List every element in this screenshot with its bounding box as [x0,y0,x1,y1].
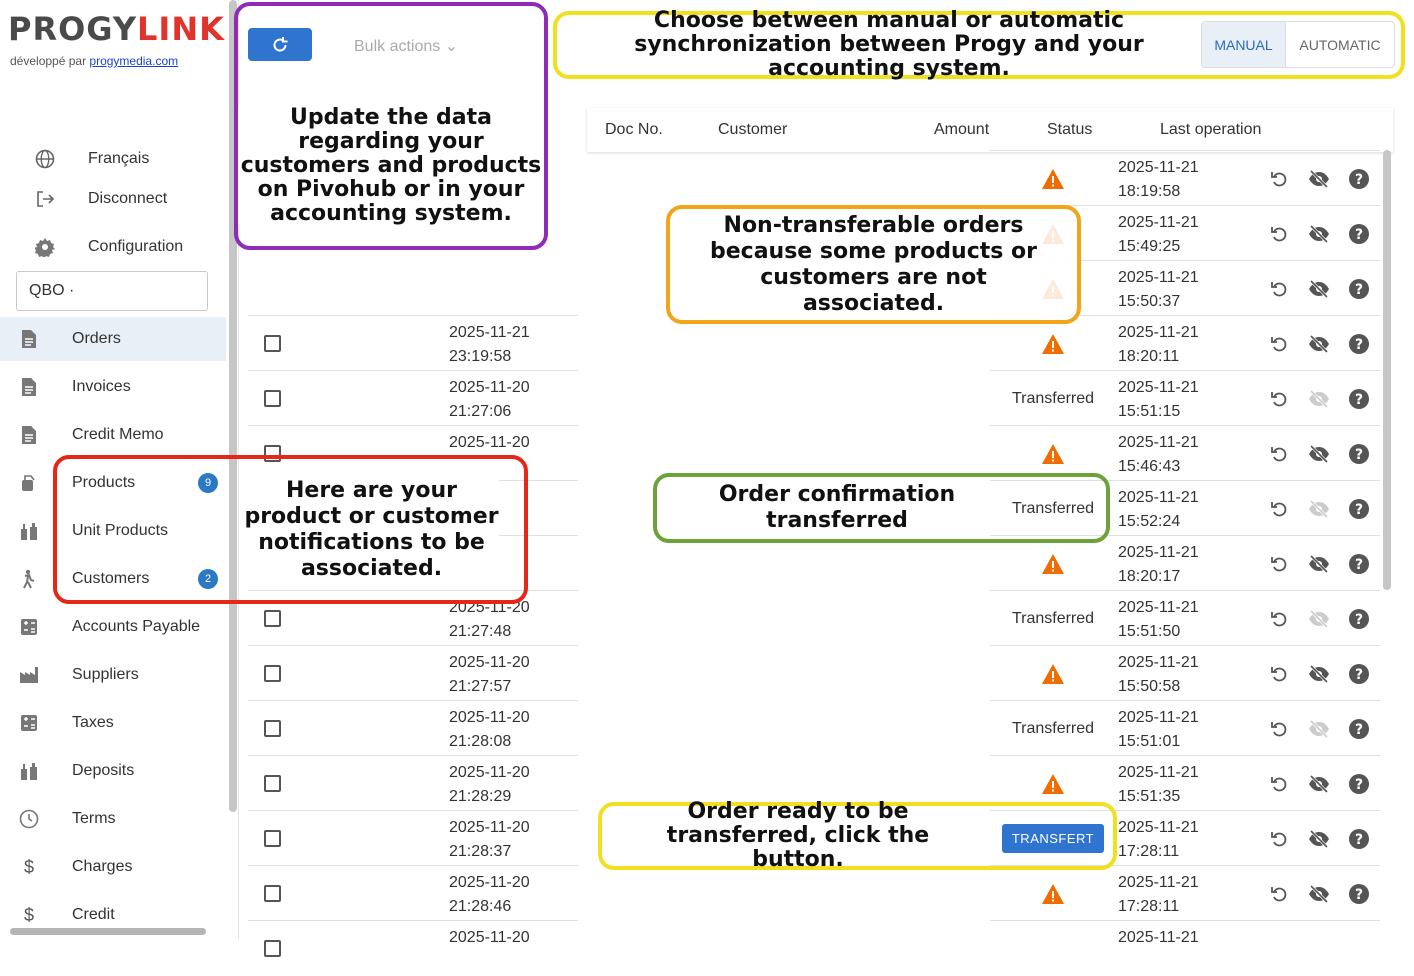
last-operation: 2025-11-21 17:28:11 [1118,874,1199,915]
status-cell [990,316,1116,371]
last-operation: 2025-11-21 15:50:58 [1118,654,1199,695]
table-row-left [248,920,578,975]
sidebar-item-customers[interactable]: Customers 2 [0,557,226,601]
status-text: Transferred [1011,719,1095,737]
row-actions [1268,388,1370,410]
header-doc-no[interactable]: Doc No. [605,121,663,138]
hide-icon[interactable] [1308,443,1330,465]
gear-icon [34,236,56,258]
sidebar-item-credit[interactable]: $ Credit [0,893,226,937]
svg-text:?: ? [1354,172,1364,188]
callout-ready: Order ready to be transferred, click the button. [598,802,1117,870]
last-operation: 2025-11-21 15:51:15 [1118,379,1199,420]
undo-icon[interactable] [1268,883,1290,905]
undo-icon[interactable] [1268,718,1290,740]
transfer-button[interactable]: TRANSFERT [1002,824,1104,853]
dollar-icon: $ [23,856,34,877]
svg-text:?: ? [1354,722,1364,738]
logo: PROGYLINK [8,10,225,48]
callout-notifications: Here are your product or customer notifications to be associated. [53,455,528,604]
svg-text:?: ? [1354,392,1364,408]
hide-icon[interactable] [1308,223,1330,245]
help-icon[interactable] [1348,883,1370,905]
globe-icon [34,148,56,170]
help-icon[interactable] [1348,443,1370,465]
disconnect-item[interactable]: Disconnect [0,177,226,221]
table-row-left [248,865,578,920]
svg-text:?: ? [1354,612,1364,628]
help-icon[interactable] [1348,223,1370,245]
row-actions [1268,168,1370,190]
callout-non-transferable: Non-transferable orders because some products or customers are not associated. [666,205,1081,324]
hide-icon[interactable] [1308,883,1330,905]
factory-icon [18,664,40,686]
company-select[interactable]: QBO · [16,271,208,311]
undo-icon[interactable] [1268,223,1290,245]
last-operation: 2025-11-21 [1118,929,1199,946]
table-row-left [248,700,578,755]
help-icon[interactable] [1348,333,1370,355]
row-checkbox[interactable] [264,390,281,407]
last-operation: 2025-11-21 15:52:24 [1118,489,1199,530]
products-icon [18,472,40,494]
sidebar-item-terms[interactable]: Terms [0,797,226,841]
sidebar-item-products[interactable]: Products 9 [0,461,226,505]
last-operation: 2025-11-21 15:51:35 [1118,764,1199,805]
automatic-mode-button[interactable]: AUTOMATIC [1299,36,1381,53]
row-actions [1268,553,1370,575]
svg-text:?: ? [1354,337,1364,353]
undo-icon[interactable] [1268,553,1290,575]
row-checkbox[interactable] [264,335,281,352]
table-row-left [248,810,578,865]
sidebar-item-orders[interactable]: Orders [0,317,226,361]
order-date: 2025-11-20 21:28:46 [449,874,530,915]
callout-sync-mode: Choose between manual or automatic synchronization between Progy and your accounting system. [553,11,1405,79]
order-date: 2025-11-20 21:27:57 [449,654,530,695]
row-checkbox[interactable] [264,940,281,957]
help-icon[interactable] [1348,608,1370,630]
row-actions [1268,828,1370,850]
hide-icon[interactable] [1308,828,1330,850]
left-table-rows [248,315,578,975]
table-row [990,645,1380,700]
table-row [990,425,1380,480]
last-operation: 2025-11-21 15:50:37 [1118,269,1199,310]
help-icon[interactable] [1348,388,1370,410]
hide-icon[interactable] [1308,773,1330,795]
warning-icon [1041,773,1065,795]
order-date: 2025-11-20 21:27:48 [449,599,530,640]
table-row-left [248,315,578,370]
chevron-down-icon: ⌄ [444,38,459,55]
developer-credit: développé par progymedia.com [10,54,179,68]
last-operation: 2025-11-21 18:19:58 [1118,159,1199,200]
row-checkbox[interactable] [264,665,281,682]
row-checkbox[interactable] [264,775,281,792]
calculator-icon [18,616,40,638]
last-operation: 2025-11-21 15:51:50 [1118,599,1199,640]
svg-text:?: ? [1354,887,1364,903]
table-scrollbar[interactable] [1383,150,1391,590]
sidebar-item-accounts-payable[interactable]: Accounts Payable [0,605,226,649]
language-item[interactable]: Français [0,137,226,181]
undo-icon[interactable] [1268,608,1290,630]
svg-text:?: ? [1354,502,1364,518]
undo-icon[interactable] [1268,333,1290,355]
clock-icon [18,808,40,830]
hide-icon[interactable] [1308,663,1330,685]
help-icon[interactable] [1348,773,1370,795]
logout-icon [34,188,56,210]
order-date: 2025-11-20 21:27:06 [449,379,530,420]
table-row-left [248,645,578,700]
status-text: Transferred [1011,609,1095,627]
order-date: 2025-11-21 23:19:58 [449,324,530,365]
last-operation: 2025-11-21 15:46:43 [1118,434,1199,475]
table-row [990,920,1380,975]
warning-icon [1041,443,1065,465]
configuration-item[interactable]: Configuration [0,225,226,269]
header-customer[interactable]: Customer [718,121,788,138]
table-row [990,700,1380,755]
document-icon [18,424,40,446]
status-cell [990,646,1116,701]
status-text: Transferred [1011,389,1095,407]
svg-text:?: ? [1354,557,1364,573]
order-date: 2025-11-20 [449,434,530,451]
last-operation: 2025-11-21 18:20:11 [1118,324,1199,365]
callout-confirmation: Order confirmation transferred [653,473,1110,543]
table-row [990,865,1380,920]
svg-text:?: ? [1354,667,1364,683]
order-date: 2025-11-20 21:28:37 [449,819,530,860]
warning-icon [1041,553,1065,575]
hide-icon[interactable] [1308,498,1330,520]
svg-text:?: ? [1354,832,1364,848]
row-actions [1268,883,1370,905]
status-cell [990,701,1116,756]
table-header [587,108,1393,152]
hide-icon[interactable] [1308,333,1330,355]
svg-text:?: ? [1354,282,1364,298]
hide-icon[interactable] [1308,718,1330,740]
help-icon[interactable] [1348,828,1370,850]
table-row-left [248,370,578,425]
help-icon[interactable] [1348,168,1370,190]
header-last-operation[interactable]: Last operation [1160,121,1262,138]
order-date: 2025-11-20 [449,929,530,946]
status-cell [990,371,1116,426]
sidebar-item-suppliers[interactable]: Suppliers [0,653,226,697]
customers-badge: 2 [198,569,218,589]
last-operation: 2025-11-21 15:49:25 [1118,214,1199,255]
hide-icon[interactable] [1308,278,1330,300]
warning-icon [1041,663,1065,685]
document-icon [18,328,40,350]
row-checkbox[interactable] [264,610,281,627]
undo-icon[interactable] [1268,498,1290,520]
bulk-actions-dropdown[interactable]: Bulk actions ⌄ [354,38,459,55]
sidebar-item-charges[interactable]: $ Charges [0,845,226,889]
row-actions [1268,223,1370,245]
row-actions [1268,498,1370,520]
hide-icon[interactable] [1308,388,1330,410]
undo-icon[interactable] [1268,773,1290,795]
products-badge: 9 [198,473,218,493]
developer-link[interactable]: progymedia.com [89,54,179,68]
help-icon[interactable] [1348,498,1370,520]
header-amount[interactable]: Amount [934,121,990,138]
sidebar-item-credit-memo[interactable]: Credit Memo [0,413,226,457]
hide-icon[interactable] [1308,608,1330,630]
row-actions [1268,663,1370,685]
row-actions [1268,608,1370,630]
status-text: Transferred [1011,499,1095,517]
dollar-icon: $ [23,904,34,925]
status-cell [990,591,1116,646]
bottles-icon [18,520,40,542]
table-row [990,370,1380,425]
status-cell [990,151,1116,206]
document-icon [18,376,40,398]
calculator-icon [18,712,40,734]
manual-mode-button[interactable]: MANUAL [1202,22,1286,67]
status-cell [990,921,1116,976]
svg-text:?: ? [1354,777,1364,793]
last-operation: 2025-11-21 17:28:11 [1118,819,1199,860]
undo-icon[interactable] [1268,388,1290,410]
order-date: 2025-11-20 21:28:08 [449,709,530,750]
sidebar-item-taxes[interactable]: Taxes [0,701,226,745]
help-icon[interactable] [1348,718,1370,740]
svg-text:?: ? [1354,227,1364,243]
row-actions [1268,443,1370,465]
undo-icon[interactable] [1268,443,1290,465]
table-row [990,150,1380,205]
bottles-icon [18,760,40,782]
status-cell [990,536,1116,591]
warning-icon [1041,168,1065,190]
hide-icon[interactable] [1308,553,1330,575]
row-actions [1268,718,1370,740]
callout-update-data: Update the data regarding your customers and products on Pivohub or in your accounting system. [234,2,548,250]
sidebar-item-invoices[interactable]: Invoices [0,365,226,409]
last-operation: 2025-11-21 15:51:01 [1118,709,1199,750]
help-icon[interactable] [1348,278,1370,300]
row-checkbox[interactable] [264,720,281,737]
order-date: 2025-11-20 21:28:29 [449,764,530,805]
table-row [990,535,1380,590]
undo-icon[interactable] [1268,663,1290,685]
sidebar-item-unit-products[interactable]: Unit Products [0,509,226,553]
row-actions [1268,278,1370,300]
status-cell [990,866,1116,921]
svg-text:?: ? [1354,447,1364,463]
help-icon[interactable] [1348,663,1370,685]
row-actions [1268,773,1370,795]
row-checkbox[interactable] [264,885,281,902]
hide-icon[interactable] [1308,168,1330,190]
warning-icon [1041,333,1065,355]
row-actions [1268,333,1370,355]
row-checkbox[interactable] [264,830,281,847]
last-operation: 2025-11-21 18:20:17 [1118,544,1199,585]
undo-icon[interactable] [1268,278,1290,300]
undo-icon[interactable] [1268,168,1290,190]
warning-icon [1041,883,1065,905]
table-row [990,590,1380,645]
person-icon [18,568,40,590]
header-status[interactable]: Status [1047,121,1093,138]
table-row-left [248,755,578,810]
sidebar-item-deposits[interactable]: Deposits [0,749,226,793]
help-icon[interactable] [1348,553,1370,575]
horizontal-scrollbar[interactable] [10,928,206,935]
undo-icon[interactable] [1268,828,1290,850]
